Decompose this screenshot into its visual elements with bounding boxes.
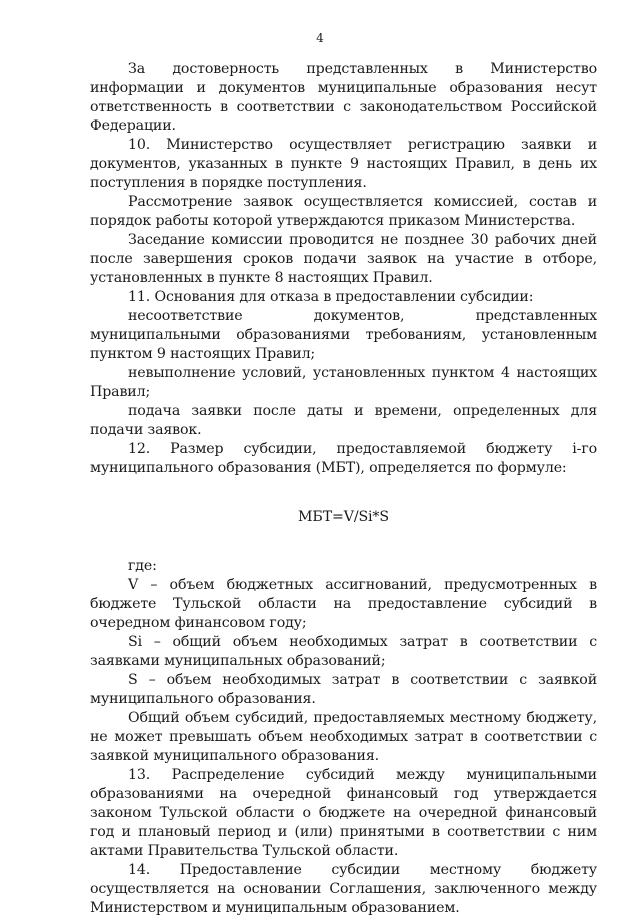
document-body — [90, 60, 597, 918]
paragraph-definition-si: Si – общий объем необходимых затрат в соответствии с заявками муниципальных образований; — [90, 634, 597, 669]
paragraph-subsidy-limit: Общий объем субсидий, предоставляемых местному бюджету, не может превышать объем необходимых затрат в соответствии с заявкой муниципального образования. — [90, 710, 597, 764]
page-number: 4 — [316, 31, 324, 45]
paragraph-refusal-reason-1: несоответствие документов, представленных муниципальными образованиями требованиям, установленным пунктом 9 настоящих Правил; — [90, 308, 597, 362]
paragraph-item-11: 11. Основания для отказа в предоставлении субсидии: — [128, 289, 534, 305]
paragraph-definition-s: S – объем необходимых затрат в соответствии с заявкой муниципального образования. — [90, 672, 597, 707]
paragraph-item-12: 12. Размер субсидии, предоставляемой бюджету i-го муниципального образования (МБТ), определяется по формуле: — [90, 441, 597, 476]
paragraph-item-14: 14. Предоставление субсидии местному бюджету осуществляется на основании Соглашения, заключенного между Министерством и муниципальным образованием. — [90, 862, 597, 916]
paragraph-refusal-reason-3: подача заявки после даты и времени, определенных для подачи заявок. — [90, 403, 597, 438]
paragraph-refusal-reason-2: невыполнение условий, установленных пунктом 4 настоящих Правил; — [90, 365, 597, 400]
paragraph-where: где: — [128, 558, 157, 574]
subsidy-formula: МБТ=V/Si*S — [298, 509, 389, 525]
paragraph-commission-review: Рассмотрение заявок осуществляется комиссией, состав и порядок работы которой утверждаются приказом Министерства. — [90, 194, 597, 229]
paragraph-commission-meeting: Заседание комиссии проводится не позднее 30 рабочих дней после завершения сроков подачи заявок на участие в отборе, установленных в пункте 8 настоящих Правил. — [90, 232, 597, 286]
paragraph-reliability: За достоверность представленных в Министерство информации и документов муниципальные образования несут ответственность в соответствии с законодательством Российской Федерации. — [90, 61, 597, 134]
paragraph-item-10: 10. Министерство осуществляет регистрацию заявки и документов, указанных в пункте 9 настоящих Правил, в день их поступления в порядке поступления. — [90, 137, 597, 191]
paragraph-item-13: 13. Распределение субсидий между муниципальными образованиями на очередной финансовый год утверждается законом Тульской области о бюджете на очередной финансовый год и плановый период и (или) принятыми в соответствии с ним актами Правительства Тульской области. — [90, 767, 597, 859]
paragraph-definition-v: V – объем бюджетных ассигнований, предусмотренных в бюджете Тульской области на предоставление субсидий в очередном финансовом году; — [90, 577, 597, 631]
